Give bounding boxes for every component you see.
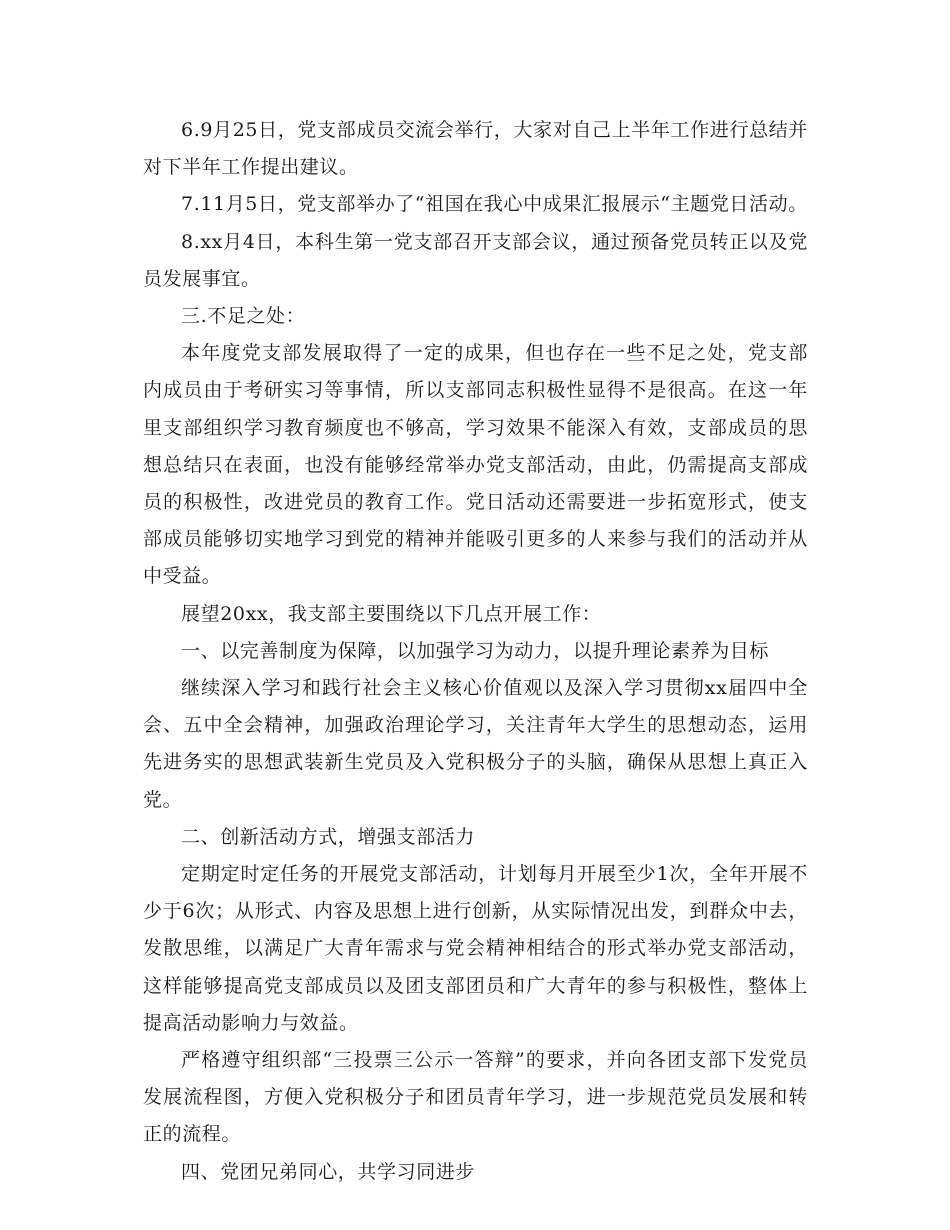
paragraph-point-2-extra: 严格遵守组织部“三投票三公示一答辩”的要求，并向各团支部下发党员发展流程图，方便入党积极分子和团员青年学习，进一步规范党员发展和转正的流程。 — [143, 1049, 808, 1146]
heading-point-2: 二、创新活动方式，增强支部活力 — [181, 825, 476, 848]
paragraph-item-7: 7.11月5日，党支部举办了“祖国在我心中成果汇报展示“主题党日活动。 — [181, 193, 808, 216]
paragraph-point-1: 继续深入学习和践行社会主义核心价值观以及深入学习贯彻xx届四中全会、五中全会精神，加强政治理论学习，关注青年大学生的思想动态，运用先进务实的思想武装新生党员及入党积极分子的头脑，确保从思想上真正入党。 — [143, 677, 808, 811]
paragraph-item-6: 6.9月25日，党支部成员交流会举行，大家对自己上半年工作进行总结并对下半年工作提出建议。 — [143, 119, 808, 179]
paragraph-point-2: 定期定时定任务的开展党支部活动，计划每月开展至少1次，全年开展不少于6次；从形式、内容及思想上进行创新，从实际情况出发，到群众中去，发散思维，以满足广大青年需求与党会精神相结合的形式举办党支部活动，这样能够提高党支部成员以及团支部团员和广大青年的参与积极性，整体上提高活动影响力与效益。 — [143, 863, 808, 1034]
paragraph-shortcomings: 本年度党支部发展取得了一定的成果，但也存在一些不足之处，党支部内成员由于考研实习等事情，所以支部同志积极性显得不是很高。在这一年里支部组织学习教育频度也不够高，学习效果不能深入有效，支部成员的思想总结只在表面，也没有能够经常举办党支部活动，由此，仍需提高支部成员的积极性，改进党员的教育工作。党日活动还需要进一步拓宽形式，使支部成员能够切实地学习到党的精神并能吸引更多的人来参与我们的活动并从中受益。 — [143, 342, 808, 588]
heading-point-1: 一、以完善制度为保障，以加强学习为动力，以提升理论素养为目标 — [181, 639, 770, 662]
section-heading-shortcomings: 三.不足之处： — [181, 305, 306, 328]
document-body — [143, 112, 808, 1191]
paragraph-item-8: 8.xx月4日，本科生第一党支部召开支部会议，通过预备党员转正以及党员发展事宜。 — [143, 230, 808, 290]
paragraph-outlook: 展望20xx，我支部主要围绕以下几点开展工作： — [181, 602, 602, 625]
heading-point-4: 四、党团兄弟同心，共学习同进步 — [181, 1160, 476, 1183]
